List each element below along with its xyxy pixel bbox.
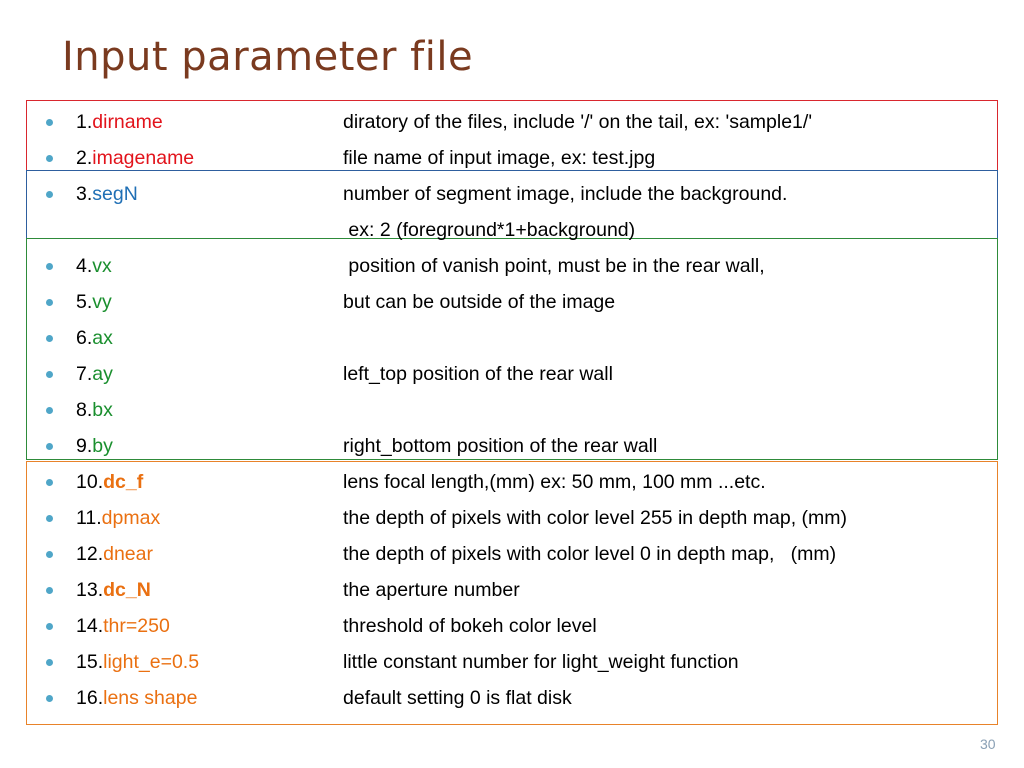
- list-item: [0, 536, 1024, 572]
- list-item: [0, 428, 1024, 464]
- list-item: [0, 104, 1024, 140]
- list-item: [0, 572, 1024, 608]
- bullet-icon: [46, 551, 53, 558]
- param-number: 10.: [76, 471, 104, 493]
- param-number: 2.: [76, 147, 93, 169]
- param-description: the depth of pixels with color level 255 in depth map, (mm): [343, 507, 848, 529]
- list-item: [0, 320, 1024, 356]
- param-name: bx: [92, 399, 113, 421]
- param-name: dirname: [92, 111, 163, 133]
- bullet-icon: [46, 299, 53, 306]
- list-item: [0, 248, 1024, 284]
- param-number: 8.: [76, 399, 93, 421]
- param-description: left_top position of the rear wall: [343, 363, 613, 385]
- param-name: dc_N: [103, 579, 151, 601]
- param-name: vx: [92, 255, 112, 277]
- list-item: [0, 392, 1024, 428]
- bullet-icon: [46, 335, 53, 342]
- bullet-icon: [46, 587, 53, 594]
- param-number: 6.: [76, 327, 93, 349]
- list-item: [0, 464, 1024, 500]
- param-description: ex: 2 (foreground*1+background): [343, 219, 636, 241]
- list-item: [0, 284, 1024, 320]
- param-number: 4.: [76, 255, 93, 277]
- list-item: [0, 680, 1024, 716]
- param-name: lens shape: [103, 687, 198, 709]
- list-item: [0, 140, 1024, 176]
- param-description: but can be outside of the image: [343, 291, 616, 313]
- bullet-icon: [46, 263, 53, 270]
- page-number: 30: [980, 736, 996, 752]
- param-name: dc_f: [103, 471, 144, 493]
- param-name: thr=250: [103, 615, 170, 637]
- param-description: file name of input image, ex: test.jpg: [343, 147, 656, 169]
- param-name: by: [92, 435, 113, 457]
- bullet-icon: [46, 407, 53, 414]
- param-number: 9.: [76, 435, 93, 457]
- param-name: dpmax: [101, 507, 161, 529]
- list-item: [0, 608, 1024, 644]
- param-number: 16.: [76, 687, 104, 709]
- param-name: vy: [92, 291, 112, 313]
- param-name: ax: [92, 327, 113, 349]
- param-name: ay: [92, 363, 113, 385]
- param-number: 1.: [76, 111, 93, 133]
- list-item: [0, 500, 1024, 536]
- bullet-icon: [46, 371, 53, 378]
- param-name: dnear: [103, 543, 153, 565]
- param-number: 3.: [76, 183, 93, 205]
- bullet-icon: [46, 191, 53, 198]
- bullet-icon: [46, 695, 53, 702]
- list-item: [0, 176, 1024, 212]
- bullet-icon: [46, 659, 53, 666]
- param-description: number of segment image, include the background.: [343, 183, 788, 205]
- param-number: 7.: [76, 363, 93, 385]
- bullet-icon: [46, 479, 53, 486]
- bullet-icon: [46, 515, 53, 522]
- bullet-icon: [46, 155, 53, 162]
- param-description: diratory of the files, include '/' on the tail, ex: 'sample1/': [343, 111, 813, 133]
- bullet-icon: [46, 443, 53, 450]
- param-number: 12.: [76, 543, 104, 565]
- param-description: lens focal length,(mm) ex: 50 mm, 100 mm ...etc.: [343, 471, 766, 493]
- param-description: the aperture number: [343, 579, 520, 601]
- param-description: threshold of bokeh color level: [343, 615, 597, 637]
- list-item: [0, 356, 1024, 392]
- param-number: 15.: [76, 651, 104, 673]
- param-number: 13.: [76, 579, 104, 601]
- list-item: [0, 644, 1024, 680]
- param-description: default setting 0 is flat disk: [343, 687, 572, 709]
- param-name: segN: [92, 183, 138, 205]
- param-description: right_bottom position of the rear wall: [343, 435, 658, 457]
- param-number: 11.: [76, 507, 102, 529]
- param-description: little constant number for light_weight function: [343, 651, 739, 673]
- param-name: light_e=0.5: [103, 651, 200, 673]
- param-name: imagename: [92, 147, 195, 169]
- bullet-icon: [46, 119, 53, 126]
- bullet-icon: [46, 623, 53, 630]
- list-item-continuation: [0, 212, 1024, 248]
- slide-title: Input parameter file: [62, 34, 474, 80]
- param-description: position of vanish point, must be in the rear wall,: [343, 255, 765, 277]
- param-number: 5.: [76, 291, 93, 313]
- param-description: the depth of pixels with color level 0 in depth map, (mm): [343, 543, 837, 565]
- param-number: 14.: [76, 615, 104, 637]
